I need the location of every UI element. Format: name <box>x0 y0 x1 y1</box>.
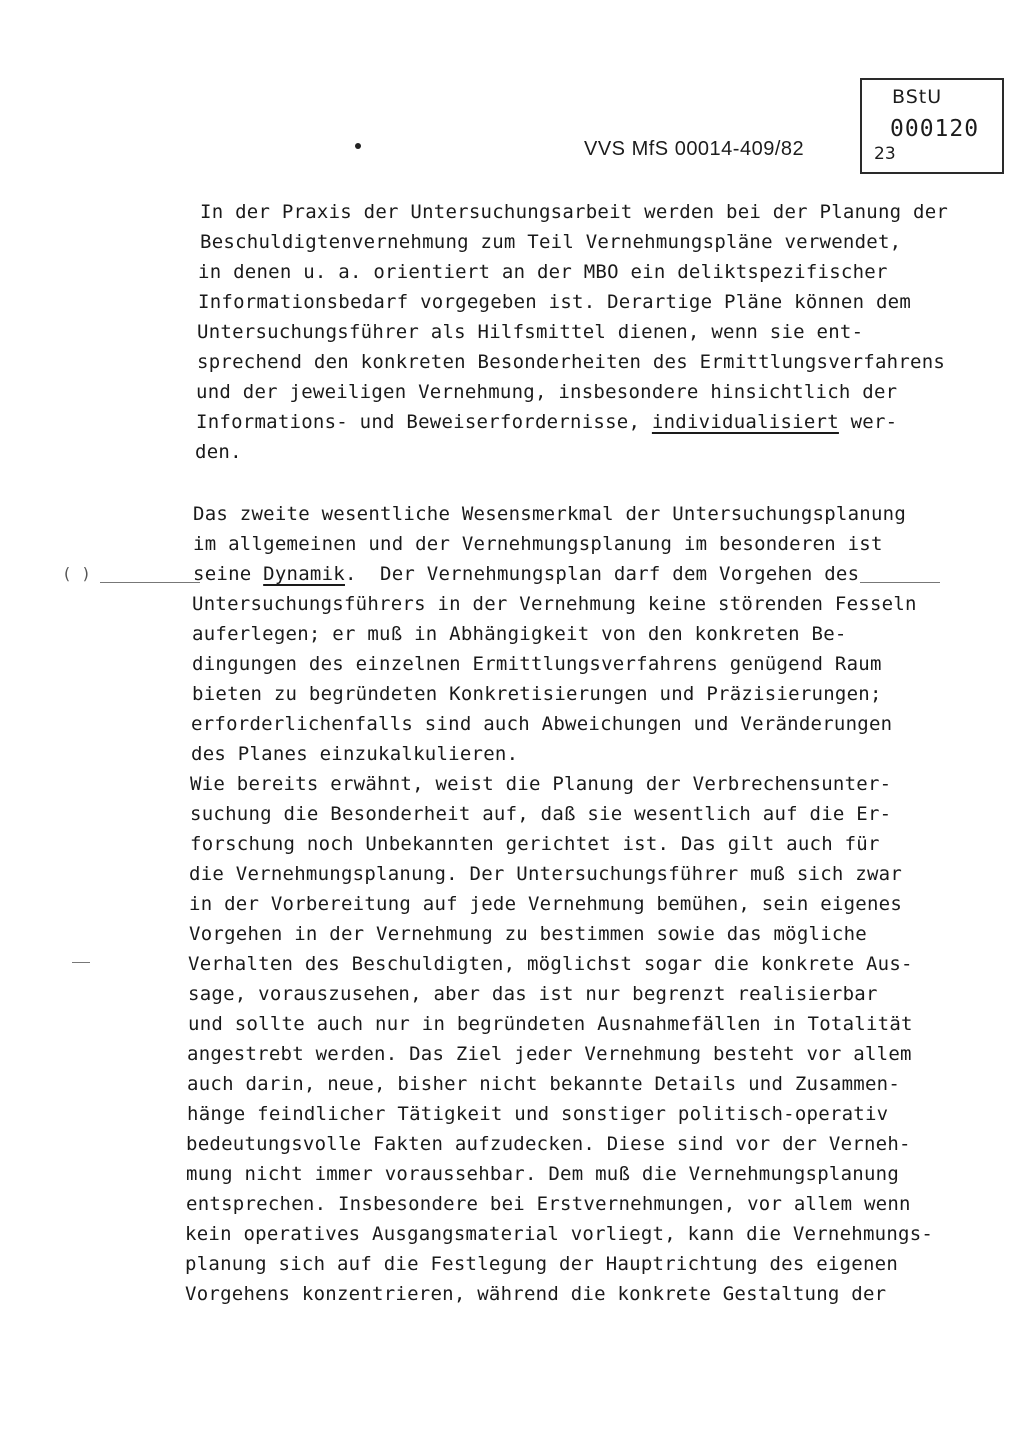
text-line: Vorgehens konzentrieren, während die konkrete Gestaltung der <box>185 1283 887 1305</box>
text-span: Informations- und Beweiserfordernisse, <box>196 411 641 433</box>
text-line: suchung die Besonderheit auf, daß sie wesentlich auf die Er- <box>190 803 892 825</box>
text-line: Untersuchungsführers in der Vernehmung keine störenden Fesseln <box>192 593 917 615</box>
document-reference: VVS MfS 00014-409/82 <box>584 138 805 160</box>
margin-dash <box>72 962 90 963</box>
text-line: und der jeweiligen Vernehmung, insbesondere hinsichtlich der <box>196 381 898 403</box>
text-line <box>193 562 859 586</box>
text-span: wer- <box>838 411 898 433</box>
text-line: forschung noch Unbekannten gerichtet ist. Das gilt auch für <box>190 833 880 855</box>
underlined-term: Dynamik <box>263 563 345 585</box>
text-line: Beschuldigtenvernehmung zum Teil Vernehmungspläne verwendet, <box>200 231 902 253</box>
text-line: Untersuchungsführer als Hilfsmittel dienen, wenn sie ent- <box>197 321 864 343</box>
bullet-dot <box>355 143 361 149</box>
text-line: dingungen des einzelnen Ermittlungsverfahrens genügend Raum <box>192 653 882 675</box>
text-line: im allgemeinen und der Vernehmungsplanung im besonderen ist <box>193 533 883 555</box>
text-line: Das zweite wesentliche Wesensmerkmal der Untersuchungsplanung <box>193 503 907 525</box>
text-line: planung sich auf die Festlegung der Hauptrichtung des eigenen <box>185 1253 899 1275</box>
stamp-org: BStU <box>892 86 943 108</box>
text-line: entsprechen. Insbesondere bei Erstvernehmungen, vor allem wenn <box>186 1193 911 1215</box>
text-line: In der Praxis der Untersuchungsarbeit werden bei der Planung der <box>200 201 949 223</box>
text-line: auferlegen; er muß in Abhängigkeit von den konkreten Be- <box>192 623 847 645</box>
text-line: Wie bereits erwähnt, weist die Planung der Verbrechensunter- <box>190 773 892 795</box>
underlined-term: individualisiert <box>651 411 839 433</box>
text-line: Verhalten des Beschuldigten, möglichst sogar die konkrete Aus- <box>188 953 913 975</box>
text-line: auch darin, neue, bisher nicht bekannte Details und Zusammen- <box>187 1073 901 1095</box>
archive-stamp <box>860 78 1004 174</box>
text-span: seine <box>193 563 252 585</box>
text-line: Informationsbedarf vorgegeben ist. Derartige Pläne können dem <box>198 291 912 313</box>
margin-mark: ( ) <box>62 564 91 583</box>
text-line: die Vernehmungsplanung. Der Untersuchungsführer muß sich zwar <box>189 863 903 885</box>
margin-dash <box>860 582 940 583</box>
text-line: erforderlichenfalls sind auch Abweichungen und Veränderungen <box>191 713 893 735</box>
text-line: des Planes einzukalkulieren. <box>191 743 519 765</box>
text-line: kein operatives Ausgangsmaterial vorliegt, kann die Vernehmungs- <box>185 1223 934 1245</box>
text-line: sage, vorauszusehen, aber das ist nur begrenzt realisierbar <box>188 983 878 1005</box>
text-line: Vorgehen in der Vernehmung zu bestimmen sowie das mögliche <box>189 923 867 945</box>
text-line: mung nicht immer voraussehbar. Dem muß die Vernehmungsplanung <box>186 1163 900 1185</box>
text-line: den. <box>195 441 242 463</box>
text-line: in der Vorbereitung auf jede Vernehmung bemühen, sein eigenes <box>189 893 903 915</box>
text-line: bieten zu begründeten Konkretisierungen und Präzisierungen; <box>192 683 882 705</box>
text-line: hänge feindlicher Tätigkeit und sonstiger politisch-operativ <box>187 1103 889 1125</box>
margin-dash <box>100 582 200 583</box>
text-line: in denen u. a. orientiert an der MBO ein deliktspezifischer <box>198 261 888 283</box>
stamp-number: 000120 <box>890 116 980 142</box>
text-line: bedeutungsvolle Fakten aufzudecken. Diese sind vor der Verneh- <box>186 1133 911 1155</box>
text-line: und sollte auch nur in begründeten Ausnahmefällen in Totalität <box>188 1013 913 1035</box>
text-span: . Der Vernehmungsplan darf dem Vorgehen des <box>344 563 860 585</box>
text-line <box>196 410 897 434</box>
page-number: 23 <box>874 144 896 164</box>
text-line: angestrebt werden. Das Ziel jeder Vernehmung besteht vor allem <box>187 1043 912 1065</box>
text-line: sprechend den konkreten Besonderheiten des Ermittlungsverfahrens <box>197 351 946 373</box>
